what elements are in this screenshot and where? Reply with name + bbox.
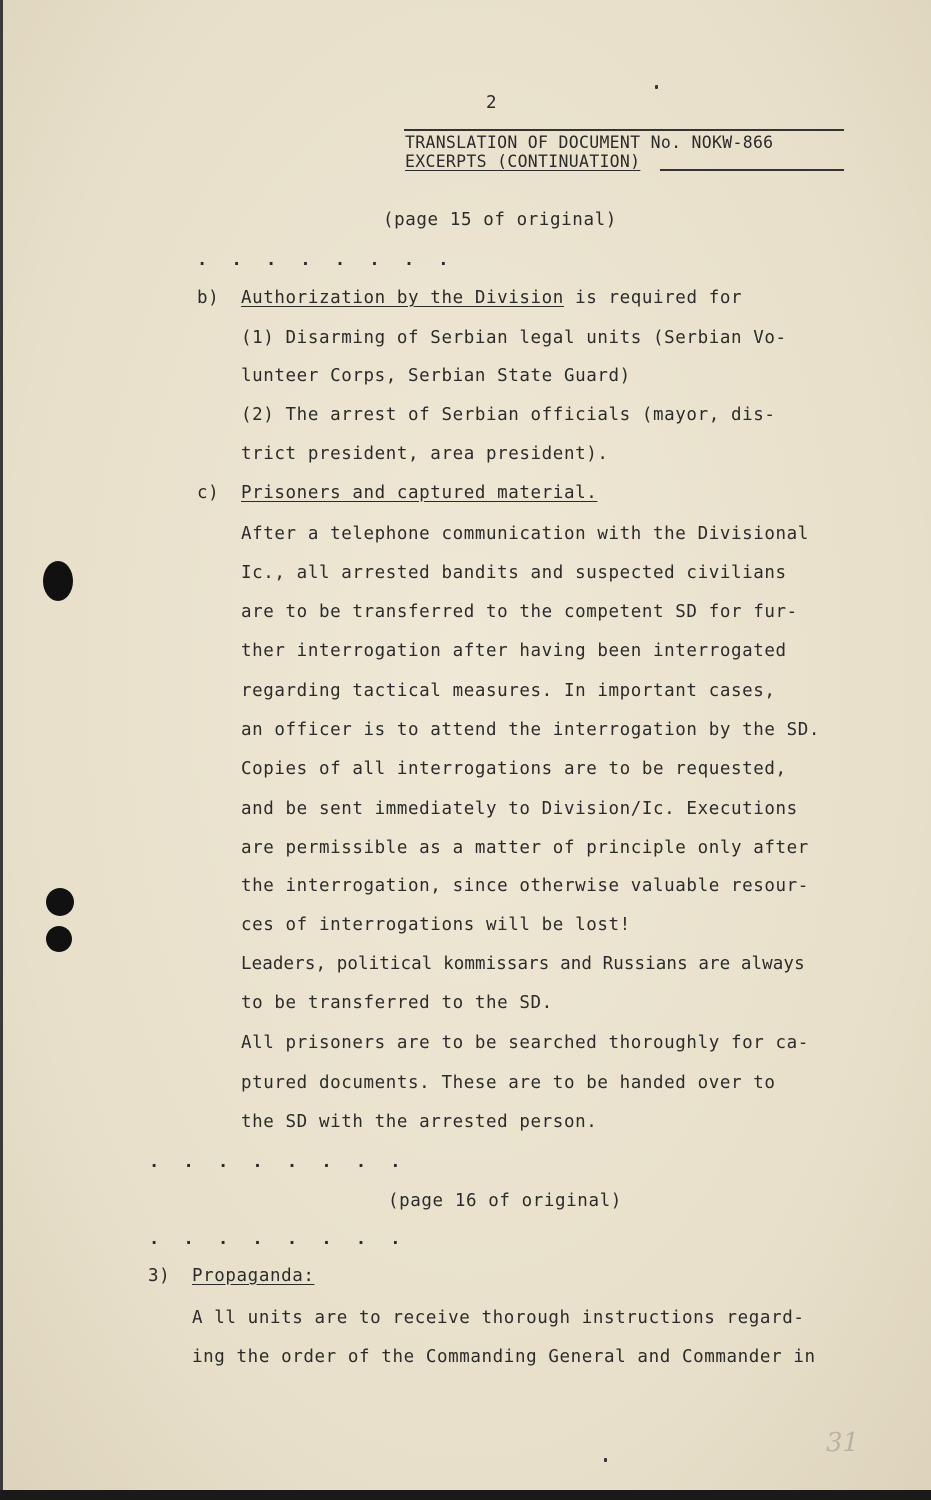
item-c-line: are permissible as a matter of principle only after — [241, 838, 809, 858]
item-3-heading: Propaganda: — [192, 1266, 315, 1286]
item-3-line: ing the order of the Commanding General and Commander in — [192, 1347, 816, 1367]
punch-hole-top — [43, 561, 73, 601]
item-c-marker: c) — [197, 483, 220, 503]
item-c-line: an officer is to attend the interrogation by the SD. — [241, 720, 821, 740]
item-c-line: and be sent immediately to Division/Ic. Executions — [241, 799, 798, 819]
item-3-line: A ll units are to receive thorough instructions regard- — [192, 1308, 805, 1328]
item-b-heading-line — [241, 288, 742, 308]
item-b-line: lunteer Corps, Serbian State Guard) — [241, 366, 631, 386]
item-3-marker: 3) — [148, 1266, 171, 1286]
header-subtitle: EXCERPTS (CONTINUATION) — [405, 152, 641, 171]
item-c-line: the SD with the arrested person. — [241, 1112, 598, 1132]
page-reference-15: (page 15 of original) — [383, 210, 617, 230]
header-rule-top — [404, 129, 844, 131]
item-c-line: ther interrogation after having been interrogated — [241, 641, 787, 661]
item-c-heading: Prisoners and captured material. — [241, 483, 598, 503]
item-b-line: (2) The arrest of Serbian officials (mayor, dis- — [241, 405, 776, 425]
punch-hole-bottom — [46, 926, 72, 952]
item-b-line: (1) Disarming of Serbian legal units (Serbian Vo- — [241, 328, 787, 348]
header-rule-bottom — [660, 169, 844, 171]
ellipsis-row-2: . . . . . . . . — [149, 1152, 408, 1172]
speck-bottom — [604, 1458, 607, 1462]
ellipsis-row-1: . . . . . . . . — [197, 250, 456, 270]
page-reference-16: (page 16 of original) — [388, 1191, 622, 1211]
item-b-line: trict president, area president). — [241, 444, 609, 464]
scan-edge-bottom — [0, 1490, 931, 1500]
item-c-line: Copies of all interrogations are to be requested, — [241, 759, 787, 779]
item-c-line: After a telephone communication with the Divisional — [241, 524, 809, 544]
item-b-heading-rest: is required for — [563, 288, 743, 308]
scan-edge-left — [0, 0, 3, 1500]
item-c-line: to be transferred to the SD. — [241, 993, 553, 1013]
item-c-line: Ic., all arrested bandits and suspected civilians — [241, 563, 787, 583]
item-c-line: are to be transferred to the competent SD for fur- — [241, 602, 798, 622]
item-c-line: All prisoners are to be searched thoroughly for ca- — [241, 1033, 809, 1053]
item-c-line: the interrogation, since otherwise valuable resour- — [241, 876, 809, 896]
speck-top — [655, 85, 658, 89]
item-c-line: ptured documents. These are to be handed over to — [241, 1073, 776, 1093]
ellipsis-row-3: . . . . . . . . — [149, 1229, 408, 1249]
punch-hole-middle — [46, 888, 74, 916]
pencil-page-mark: 31 — [826, 1428, 860, 1458]
header-title: TRANSLATION OF DOCUMENT No. NOKW-866 — [405, 133, 774, 152]
item-b-heading: Authorization by the Division — [241, 288, 564, 308]
item-c-line: ces of interrogations will be lost! — [241, 915, 631, 935]
item-c-line: Leaders, political kommissars and Russians are always — [241, 954, 805, 974]
page-number: 2 — [486, 93, 498, 113]
item-c-line: regarding tactical measures. In important cases, — [241, 681, 776, 701]
item-b-marker: b) — [197, 288, 220, 308]
